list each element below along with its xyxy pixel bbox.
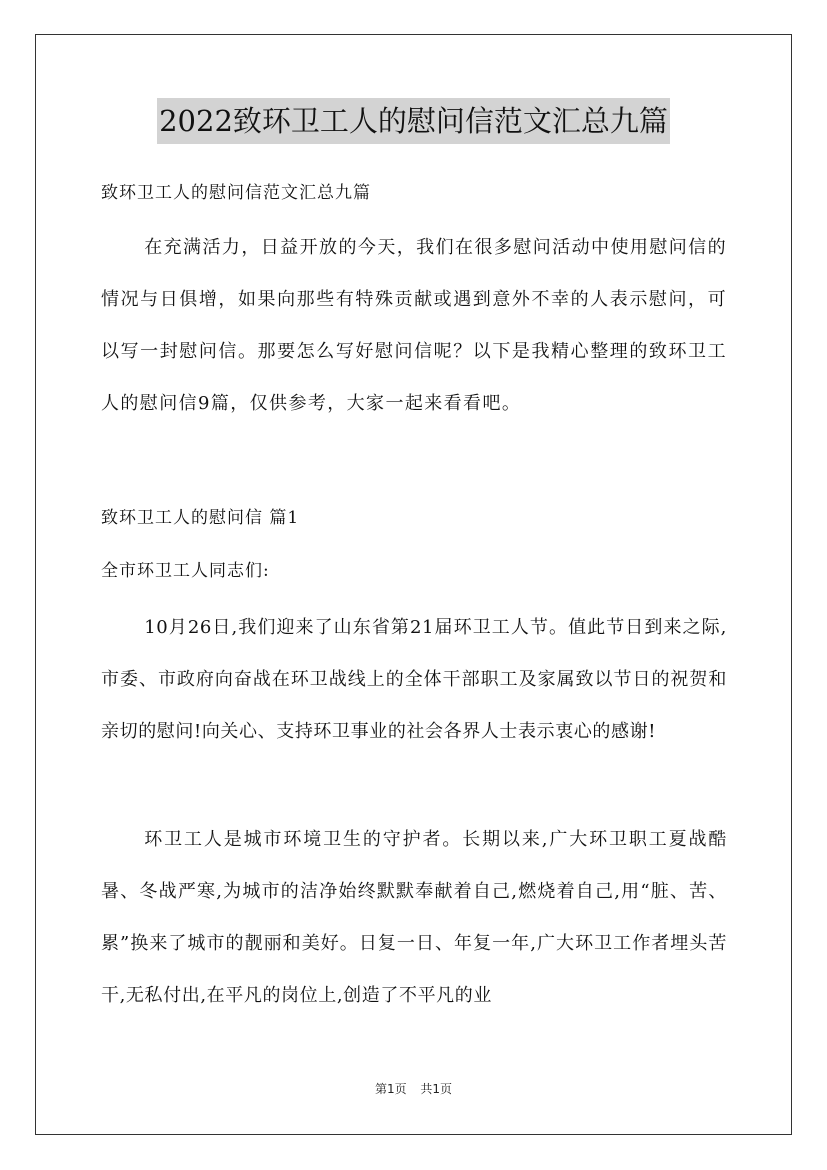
salutation: 全市环卫工人同志们: [101, 561, 270, 581]
intro-paragraph: 在充满活力，日益开放的今天，我们在很多慰问活动中使用慰问信的情况与日俱增，如果向那些有特殊贡献或遇到意外不幸的人表示慰问，可以写一封慰问信。那要怎么写好慰问信呢？以下是我精心整理的致环卫工人的慰问信9篇，仅供参考，大家一起来看看吧。 [101, 237, 727, 414]
document-subtitle: 致环卫工人的慰问信范文汇总九篇 [101, 183, 371, 203]
section-heading: 致环卫工人的慰问信 篇1 [101, 508, 300, 528]
page-footer [0, 1080, 827, 1097]
page-total: 共1页 [420, 1082, 453, 1096]
title-container [0, 98, 827, 144]
body-paragraph-1: 10月26日,我们迎来了山东省第21届环卫工人节。值此节日到来之际,市委、市政府向奋战在环卫战线上的全体干部职工及家属致以节日的祝贺和亲切的慰问!向关心、支持环卫事业的社会各界人士表示衷心的感谢! [101, 617, 727, 742]
body-paragraph-2: 环卫工人是城市环境卫生的守护者。长期以来,广大环卫职工夏战酷暑、冬战严寒,为城市的洁净始终默默奉献着自己,燃烧着自己,用“脏、苦、累”换来了城市的靓丽和美好。日复一日、年复一年,广大环卫工作者埋头苦干,无私付出,在平凡的岗位上,创造了不平凡的业 [101, 829, 727, 1006]
page-number: 第1页 [374, 1082, 407, 1096]
document-title: 2022致环卫工人的慰问信范文汇总九篇 [157, 98, 670, 144]
